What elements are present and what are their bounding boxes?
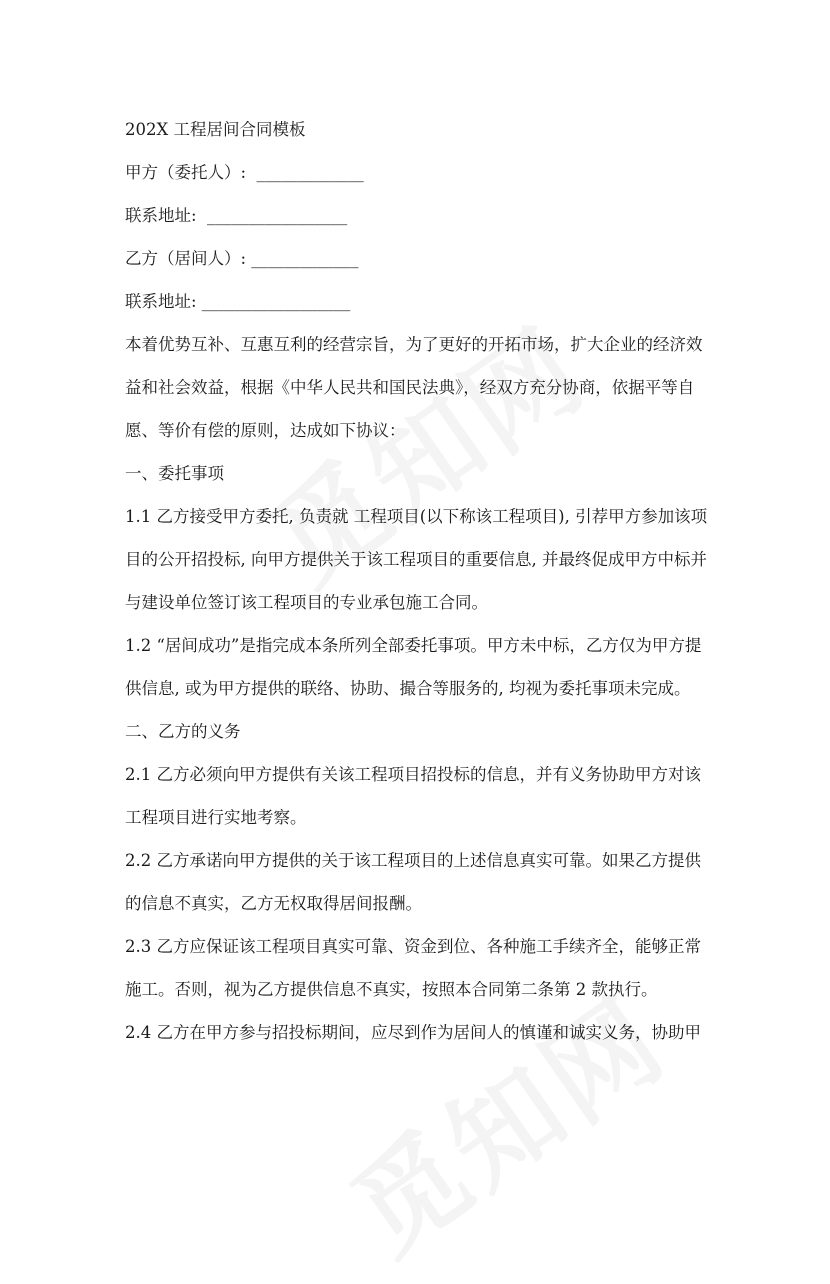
field-label: 乙方（居间人）: xyxy=(125,249,247,268)
party-b-field xyxy=(125,237,715,280)
party-b-address-field xyxy=(125,280,715,323)
section-heading: 二、乙方的义务 xyxy=(125,722,241,741)
field-blank: _____________ xyxy=(246,249,359,268)
clause-paragraph: 2.4 乙方在甲方参与招投标期间，应尽到作为居间人的慎谨和诚实义务，协助甲 xyxy=(125,1023,701,1042)
clause-paragraph: 2.3 乙方应保证该工程项目真实可靠、资金到位、各种施工手续齐全，能够正常施工。否则，视为乙方提供信息不真实，按照本合同第二条第 2 款执行。 xyxy=(125,937,701,999)
party-a-address-field xyxy=(125,194,715,237)
clause-paragraph: 2.2 乙方承诺向甲方提供的关于该工程项目的上述信息真实可靠。如果乙方提供的信息不真实，乙方无权取得居间报酬。 xyxy=(125,851,701,913)
preamble-paragraph: 本着优势互补、互惠互利的经营宗旨，为了更好的开拓市场，扩大企业的经济效益和社会效益，根据《中华人民共和国民法典》，经双方充分协商，依据平等自愿、等价有偿的原则，达成如下协议： xyxy=(125,335,703,440)
field-label: 联系地址: xyxy=(125,292,197,311)
field-blank: _________________ xyxy=(196,206,348,225)
clause-paragraph: 1.1 乙方接受甲方委托, 负责就 工程项目(以下称该工程项目), 引荐甲方参加该项目的公开招投标, 向甲方提供关于该工程项目的重要信息, 并最终促成甲方中标并与建设单位签订该工程项目的专业承包施工合同。 xyxy=(125,507,708,612)
section-heading: 一、委托事项 xyxy=(125,464,224,483)
field-label: 甲方（委托人）: xyxy=(125,163,247,182)
clause-paragraph: 1.2 “居间成功”是指完成本条所列全部委托事项。甲方未中标，乙方仅为甲方提供信息, 或为甲方提供的联络、协助、撮合等服务的, 均视为委托事项未完成。 xyxy=(125,636,702,698)
document-body xyxy=(125,108,715,1054)
field-label: 联系地址: xyxy=(125,206,197,225)
field-blank: __________________ xyxy=(196,292,351,311)
party-a-field xyxy=(125,151,715,194)
document-title: 202X 工程居间合同模板 xyxy=(125,120,306,139)
clause-paragraph: 2.1 乙方必须向甲方提供有关该工程项目招投标的信息，并有义务协助甲方对该工程项目进行实地考察。 xyxy=(125,765,701,827)
field-blank: _____________ xyxy=(246,163,364,182)
